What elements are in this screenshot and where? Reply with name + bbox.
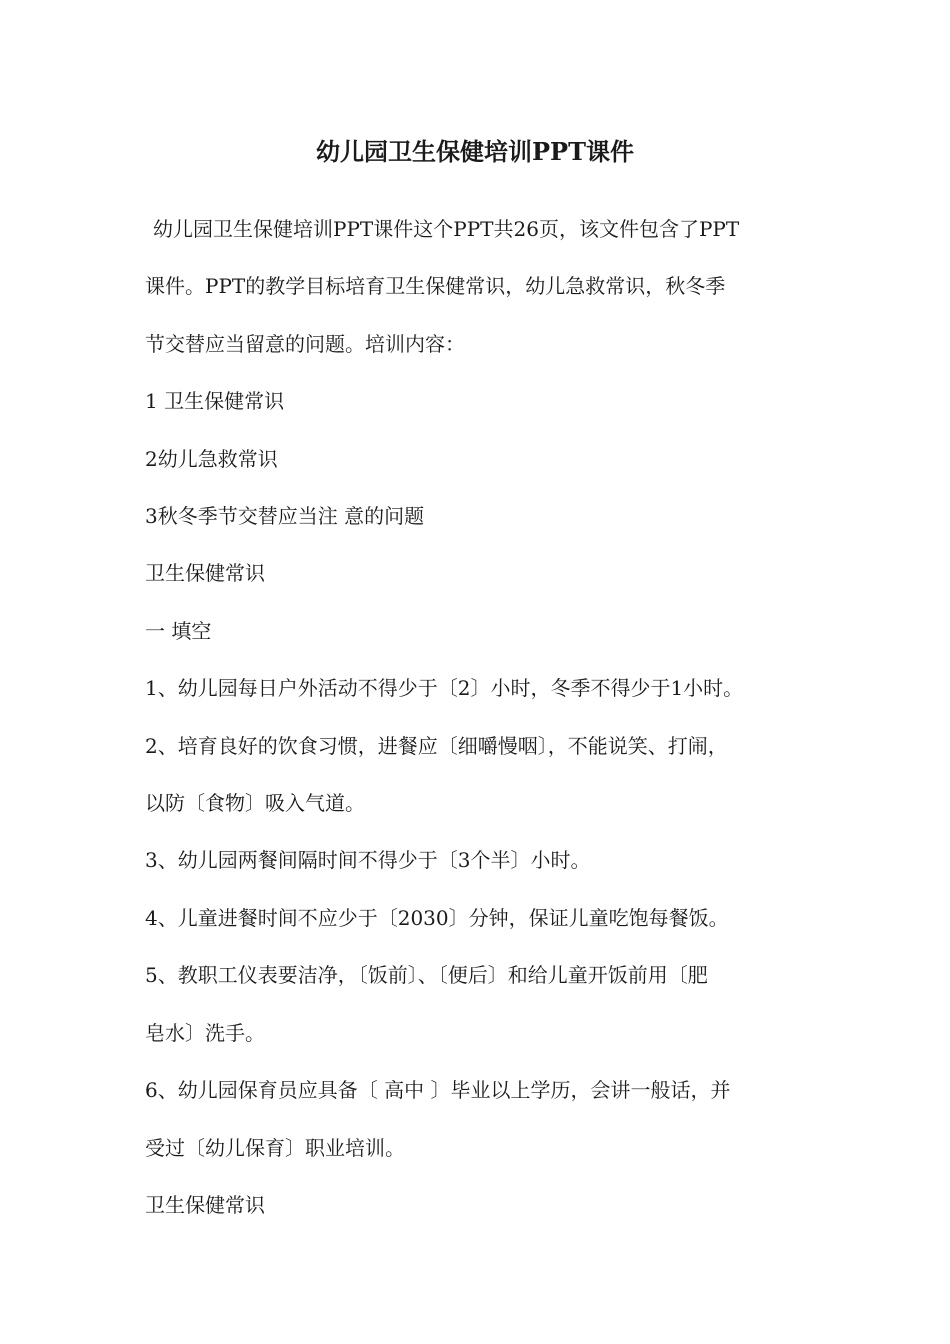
- document-body: [145, 201, 815, 1234]
- list-item: 3秋冬季节交替应当注 意的问题: [145, 504, 425, 529]
- document-title: 幼儿园卫生保健培训PPT课件: [316, 137, 634, 166]
- question-item: 6、幼儿园保育员应具备〔 高中 〕毕业以上学历，会讲一般话，并: [145, 1078, 731, 1103]
- question-item-continued: 皂水〕洗手。: [145, 1020, 265, 1045]
- question-item-continued: 受过〔幼儿保育〕职业培训。: [145, 1135, 405, 1160]
- question-item: 5、教职工仪表要洁净，〔饭前〕、〔便后〕和给儿童开饭前用〔肥: [145, 963, 708, 988]
- question-item: 4、儿童进餐时间不应少于〔2030〕分钟，保证儿童吃饱每餐饭。: [145, 905, 729, 930]
- question-item: 3、幼儿园两餐间隔时间不得少于〔3个半〕小时。: [145, 848, 591, 873]
- list-item: 2幼儿急救常识: [145, 446, 278, 471]
- question-item-continued: 以防〔食物〕吸入气道。: [145, 791, 365, 816]
- question-item: 2、培育良好的饮食习惯，进餐应〔细嚼慢咽〕，不能说笑、打闹，: [145, 733, 728, 758]
- section-heading: 卫生保健常识: [145, 1192, 265, 1217]
- section-subheading: 一 填空: [145, 618, 212, 643]
- text-line: 课件。PPT的教学目标培育卫生保健常识，幼儿急救常识，秋冬季: [145, 274, 726, 299]
- section-heading: 卫生保健常识: [145, 561, 265, 586]
- text-line: 节交替应当留意的问题。培训内容：: [145, 331, 465, 356]
- list-item: 1 卫生保健常识: [145, 389, 285, 414]
- text-line: 幼儿园卫生保健培训PPT课件这个PPT共26页，该文件包含了PPT: [153, 217, 740, 241]
- question-item: 1、幼儿园每日户外活动不得少于〔2〕小时，冬季不得少于1小时。: [145, 676, 744, 701]
